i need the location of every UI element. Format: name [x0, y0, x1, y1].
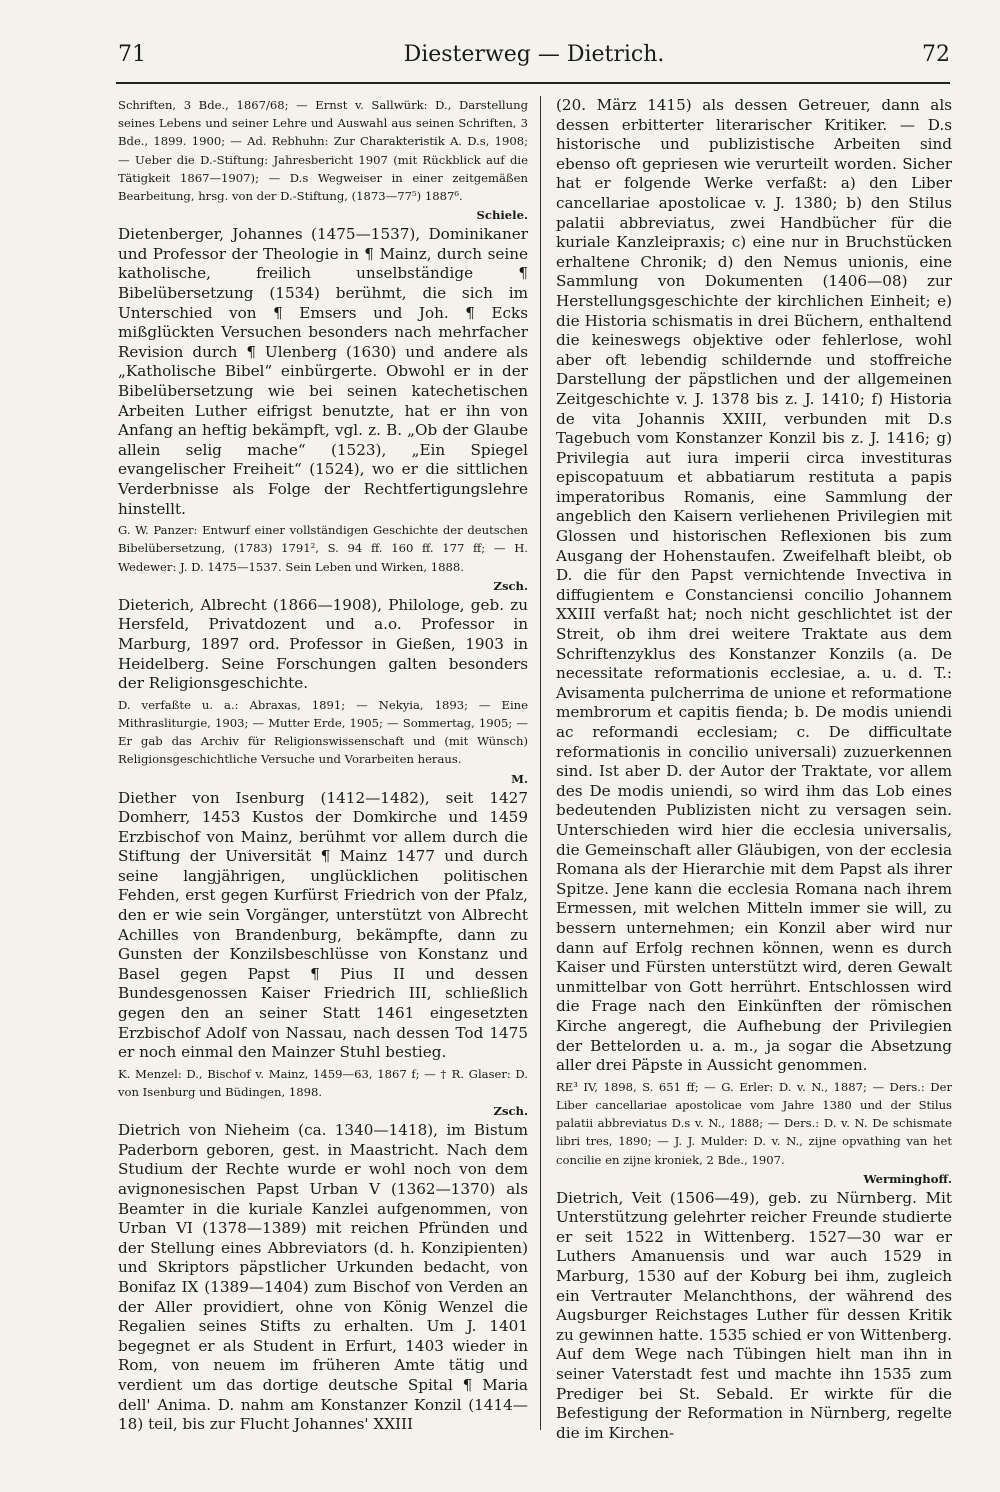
page-number-left: 71	[118, 42, 146, 67]
bibliography-note: G. W. Panzer: Entwurf einer vollständigen Geschichte der deutschen Bibelübersetzung, (1783) 1791², S. 94 ff. 160 ff. 177 ff; — H. Wedewer: J. D. 1475—1537. Sein Leben und Wirken, 1888.	[118, 523, 528, 574]
left-column	[118, 96, 528, 1434]
running-title: Diesterweg — Dietrich.	[403, 42, 665, 67]
article-paragraph: (20. März 1415) als dessen Getreuer, dann als dessen erbitterter literarischer Kritiker. — D.s historische und publizistische Arbeiten sind ebenso oft gepriesen wie verurteilt worden. Sicher hat er folgende Werke verfaßt: a) den Liber cancellariae apostolicae v. J. 1380; b) den Stilus palatii abbreviatus, zwei Handbücher für die kuriale Kanzleipraxis; c) eine nur in Bruchstücken erhaltene Chronik; d) den Nemus unionis, eine Sammlung von Dokumenten (1406—08) zur Herstellungsgeschichte der kirchlichen Einheit; e) die Historia schismatis in drei Büchern, enthaltend die keineswegs objektive oder fehlerlose, wohl aber oft lebendig schildernde und stoffreiche Darstellung der päpstlichen und der allgemeinen Zeitgeschichte v. J. 1378 bis z. J. 1410; f) Historia de vita Johannis XXIII, verbunden mit D.s Tagebuch vom Konstanzer Konzil bis z. J. 1416; g) Privilegia aut iura imperii circa investituras episcopatuum et abbatiarum restituta a papis imperatoribus Romanis, eine Sammlung der angeblich den Kaisern verliehenen Privilegien mit Glossen und historischen Reflexionen bis zum Ausgang der Hohenstaufen. Zweifelhaft bleibt, ob D. die für den Papst vernichtende Invectiva in diffugientem e Constanciensi concilio Johannem XXIII verfaßt hat; noch nicht geschlichtet ist der Streit, ob ihm drei weitere Traktate aus dem Schriftenzyklus des Konstanzer Konzils (a. De necessitate reformationis ecclesiae, a. u. d. T.: Avisamenta pulcherrima de unione et reformatione membrorum et capitis fienda; b. De modis uniendi ac reformandi ecclesiam; c. De difficultate reformationis in concilio universali) zuzuerkennen sind. Ist aber D. der Autor der Traktate, vor allem des De modis uniendi, so wird ihm das Lob eines bedeutenden Publizisten nicht zu versagen sein. Unterschieden wird hier die ecclesia universalis, die Gemeinschaft aller Gläubigen, von der ecclesia Romana als der Hierarchie mit dem Papst als ihrer Spitze. Jene kann die ecclesia Romana nach ihrem Ermessen, mit welchen Mitteln immer sie will, zu bessern unternehmen; ein Konzil aber wird nur dann auf Erfolg rechnen können, wenn es durch Kaiser und Fürsten unterstützt wird, deren Gewalt unmittelbar von Gott herrührt. Entschlossen wird die Frage nach den Einkünften der römischen Kirche angeregt, die Aufhebung der Privilegien der Bettelorden u. a. m., ja sogar die Absetzung aller drei Päpste in Aussicht genommen.	[556, 96, 952, 1075]
bibliography-note: D. verfaßte u. a.: Abraxas, 1891; — Nekyia, 1893; — Eine Mithrasliturgie, 1903; — Mutter Erde, 1905; — Sommertag, 1905; — Er gab das Archiv für Religionswissenschaft und (mit Wünsch) Religionsgeschichtliche Versuche und Vorarbeiten heraus.	[118, 697, 528, 767]
article-paragraph: Diether von Isenburg (1412—1482), seit 1427 Domherr, 1453 Kustos der Domkirche und 1459 Erzbischof von Mainz, berühmt vor allem durch die Stiftung der Universität ¶ Mainz 1477 und durch seine langjährigen, unglücklichen politischen Fehden, erst gegen Kurfürst Friedrich von der Pfalz, den er wie sein Vorgänger, unterstützt von Albrecht Achilles von Brandenburg, bekämpfte, dann zu Gunsten der Konzilsbeschlüsse von Konstanz und Basel gegen Papst ¶ Pius II und dessen Bundesgenossen Kaiser Friedrich III, schließlich gegen den an seiner Statt 1461 eingesetzten Erzbischof Adolf von Nassau, nach dessen Tod 1475 er noch einmal den Mainzer Stuhl bestieg.	[118, 788, 528, 1062]
article-paragraph: Dieterich, Albrecht (1866—1908), Philologe, geb. zu Hersfeld, Privatdozent und a.o. Professor in Marburg, 1897 ord. Professor in Gießen, 1903 in Heidelberg. Seine Forschungen galten besonders der Religionsgeschichte.	[118, 595, 528, 693]
header-rule	[116, 82, 950, 84]
bibliography-note: K. Menzel: D., Bischof v. Mainz, 1459—63, 1867 f; — † R. Glaser: D. von Isenburg und Büdingen, 1898.	[118, 1066, 528, 1100]
right-column	[556, 96, 952, 1442]
author-signature: Zsch.	[493, 578, 528, 593]
author-signature: Zsch.	[493, 1104, 528, 1119]
article-paragraph: Dietenberger, Johannes (1475—1537), Dominikaner und Professor der Theologie in ¶ Mainz, durch seine katholische, freilich unselbständige ¶ Bibelübersetzung (1534) berühmt, die sich im Unterschied von ¶ Emsers und Joh. ¶ Ecks mißglückten Versuchen besonders nach mehrfacher Revision durch ¶ Ulenberg (1630) und andere als „Katholische Bibel“ einbürgerte. Obwohl er in der Bibelübersetzung wie bei seinen katechetischen Arbeiten Luther eifrigst benutzte, hat er ihn von Anfang an heftig bekämpft, vgl. z. B. „Ob der Glaube allein selig mache“ (1523), „Ein Spiegel evangelischer Freiheit“ (1524), wo er die sittlichen Verderbnisse als Folge der Rechtfertigungslehre hinstellt.	[118, 225, 528, 518]
article-paragraph: Dietrich von Nieheim (ca. 1340—1418), im Bistum Paderborn geboren, gest. in Maastricht. Nach dem Studium der Rechte wurde er wohl noch von dem avignonesischen Papst Urban V (1362—1370) als Beamter in die kuriale Kanzlei aufgenommen, von Urban VI (1378—1389) mit reichen Pfründen und der Stellung eines Abbreviators (d. h. Konzipienten) und Skriptors päpstlicher Urkunden bedacht, von Bonifaz IX (1389—1404) zum Bischof von Verden an der Aller providiert, ohne von König Wenzel die Regalien seines Stifts zu erhalten. Um J. 1401 begegnet er als Student in Erfurt, 1403 wieder in Rom, von neuem im früheren Amte tätig und verdient um das dortige deutsche Spital ¶ Maria dell' Anima. D. nahm am Konstanzer Konzil (1414—18) teil, bis zur Flucht Johannes' XXIII	[118, 1121, 528, 1434]
column-divider	[540, 96, 541, 1430]
author-signature: Werminghoff.	[863, 1171, 952, 1186]
author-signature: M.	[511, 771, 528, 786]
article-paragraph: Dietrich, Veit (1506—49), geb. zu Nürnberg. Mit Unterstützung gelehrter reicher Freunde studierte er seit 1522 in Wittenberg. 1527—30 war er Luthers Amanuensis und war auch 1529 in Marburg, 1530 auf der Koburg bei ihm, zugleich ein Vertrauter Melanchthons, der während des Augsburger Reichstages Luther für dessen Kritik zu gewinnen hatte. 1535 schied er von Wittenberg. Auf dem Wege nach Tübingen hielt man ihn in seiner Vaterstadt fest und machte ihn 1535 zum Prediger bei St. Sebald. Er wirkte für die Befestigung der Reformation in Nürnberg, regelte die im Kirchen-	[556, 1188, 952, 1442]
author-signature: Schiele.	[476, 208, 528, 223]
page-number-right: 72	[922, 42, 950, 67]
page-header	[118, 42, 950, 78]
bibliography-note: Schriften, 3 Bde., 1867/68; — Ernst v. Sallwürk: D., Darstellung seines Lebens und seiner Lehre und Auswahl aus seinen Schriften, 3 Bde., 1899. 1900; — Ad. Rebhuhn: Zur Charakteristik A. D.s, 1908; — Ueber die D.-Stiftung: Jahresbericht 1907 (mit Rückblick auf die Tätigkeit 1867—1907); — D.s Wegweiser in einer zeitgemäßen Bearbeitung, hrsg. von der D.-Stiftung, (1873—77⁵) 1887⁶.	[118, 98, 528, 204]
bibliography-note: RE³ IV, 1898, S. 651 ff; — G. Erler: D. v. N., 1887; — Ders.: Der Liber cancellariae apostolicae vom Jahre 1380 und der Stilus palatii abbreviatus D.s v. N., 1888; — Ders.: D. v. N. De schismate libri tres, 1890; — J. J. Mulder: D. v. N., zijne opvathing van het concilie en zijne kroniek, 2 Bde., 1907.	[556, 1079, 952, 1167]
